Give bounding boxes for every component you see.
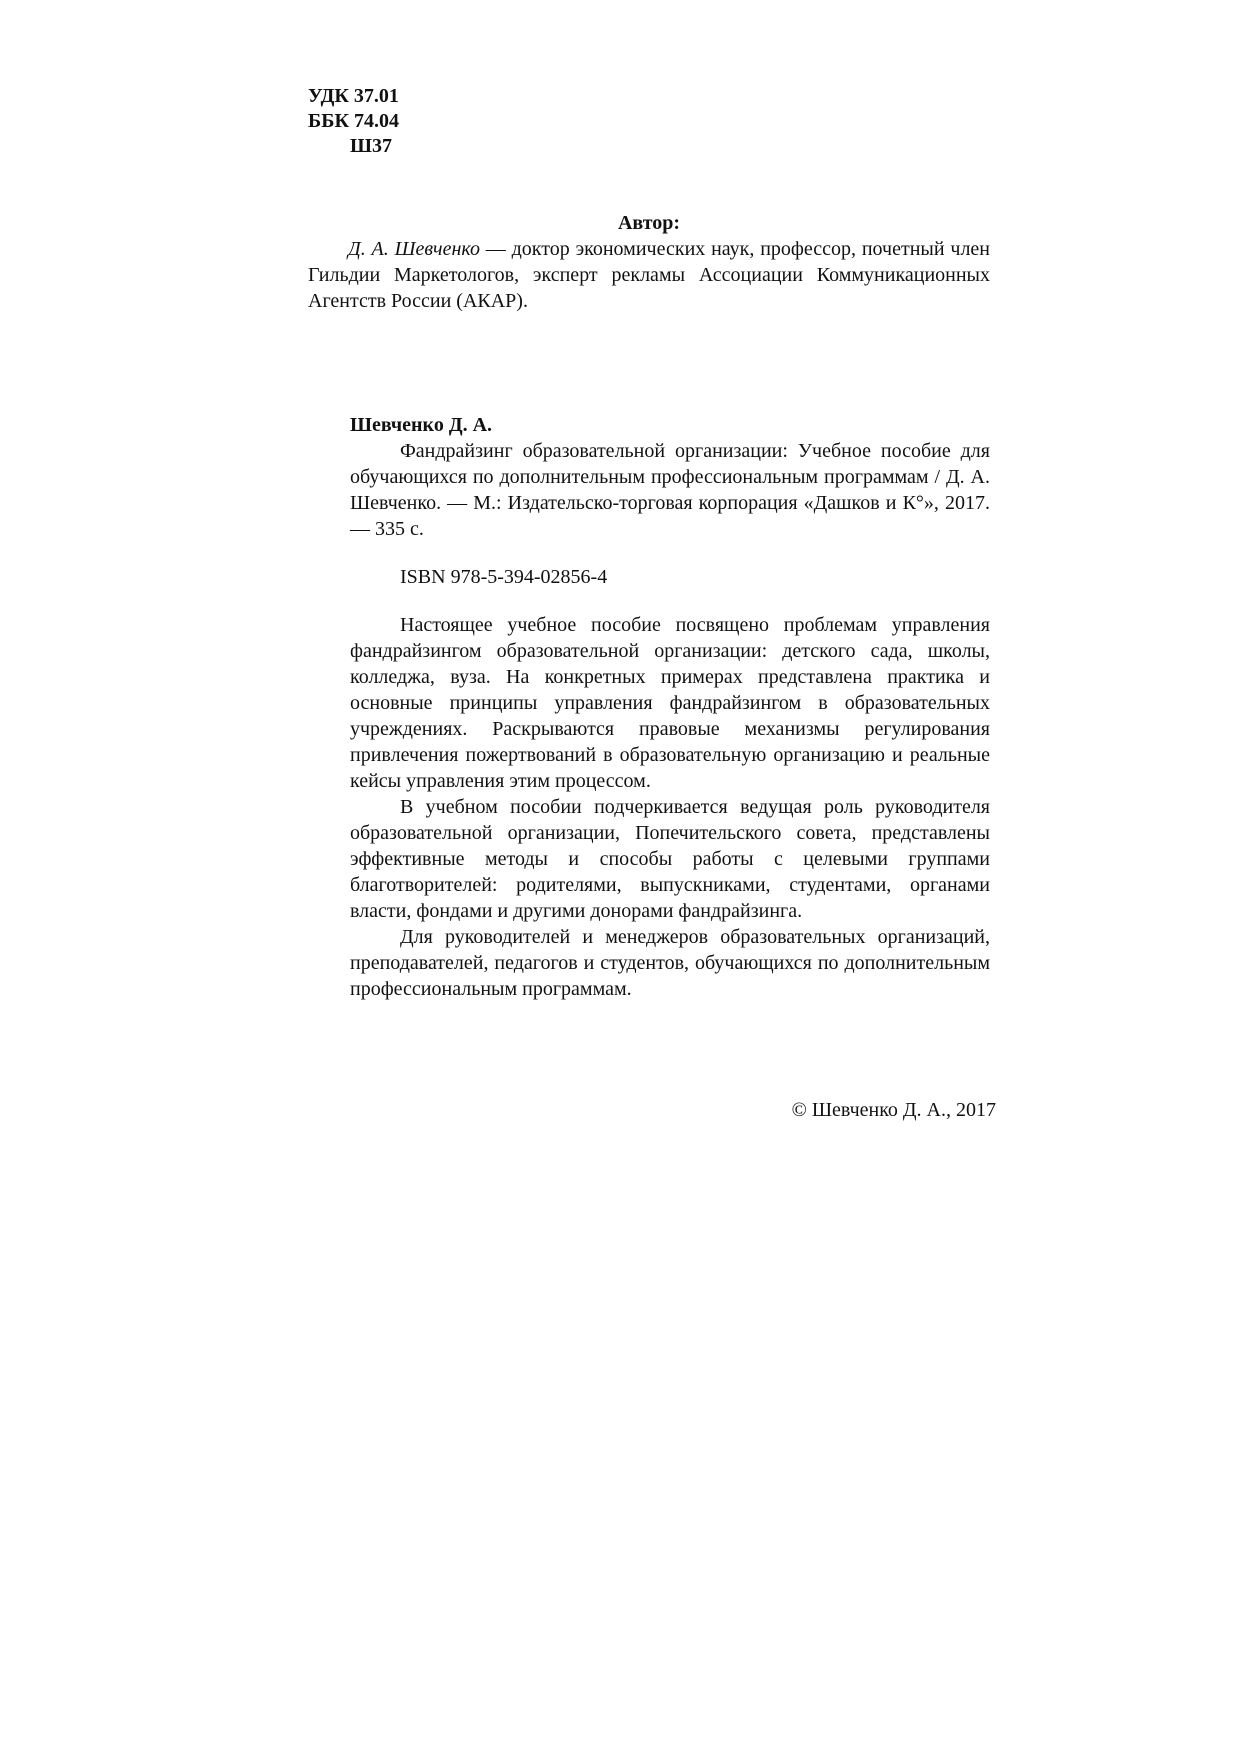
bibliographic-record bbox=[350, 412, 990, 1002]
classification-codes bbox=[308, 84, 399, 159]
abstract bbox=[350, 612, 990, 1002]
isbn: ISBN 978-5-394-02856-4 bbox=[400, 566, 608, 588]
abstract-paragraph: Для руководителей и менеджеров образовательных организаций, преподавателей, педагогов и студентов, обучающихся по дополнительным профессиональным программам. bbox=[350, 926, 990, 1000]
udk-code: УДК 37.01 bbox=[308, 85, 399, 107]
author-heading: Автор: bbox=[617, 212, 681, 234]
bbk-code: ББК 74.04 bbox=[308, 110, 399, 132]
copyright-notice: © Шевченко Д. А., 2017 bbox=[791, 1099, 996, 1121]
abstract-paragraph: Настоящее учебное пособие посвящено проблемам управления фандрайзингом образовательной организации: детского сада, школы, колледжа, вуза. На конкретных примерах представлена практика и основные принципы управления фандрайзингом в образовательных учреждениях. Раскрываются правовые механизмы регулирования привлечения пожертвований в образовательную организацию и реальные кейсы управления этим процессом. bbox=[350, 614, 990, 792]
bibliographic-description: Фандрайзинг образовательной организации: Учебное пособие для обучающихся по дополнительным профессиональным программам / Д. А. Шевченко. — М.: Издательско-торговая корпорация «Дашков и К°», 2017. — 335 с. bbox=[350, 440, 990, 540]
author-name: Д. А. Шевченко bbox=[348, 238, 480, 260]
abstract-paragraph: В учебном пособии подчеркивается ведущая роль руководителя образовательной организации, Попечительского совета, представлены эффективные методы и способы работы с целевыми группами благотворителей: родителями, выпускниками, студентами, органами власти, фондами и другими донорами фандрайзинга. bbox=[350, 796, 990, 922]
author-sign: Ш37 bbox=[350, 135, 392, 157]
author-description bbox=[308, 236, 990, 314]
author-bio: — доктор экономических наук, профессор, почетный член Гильдии Маркетологов, эксперт рекламы Ассоциации Коммуникационных Агентств России (АКАР). bbox=[308, 238, 991, 312]
bibliographic-author: Шевченко Д. А. bbox=[350, 414, 493, 436]
